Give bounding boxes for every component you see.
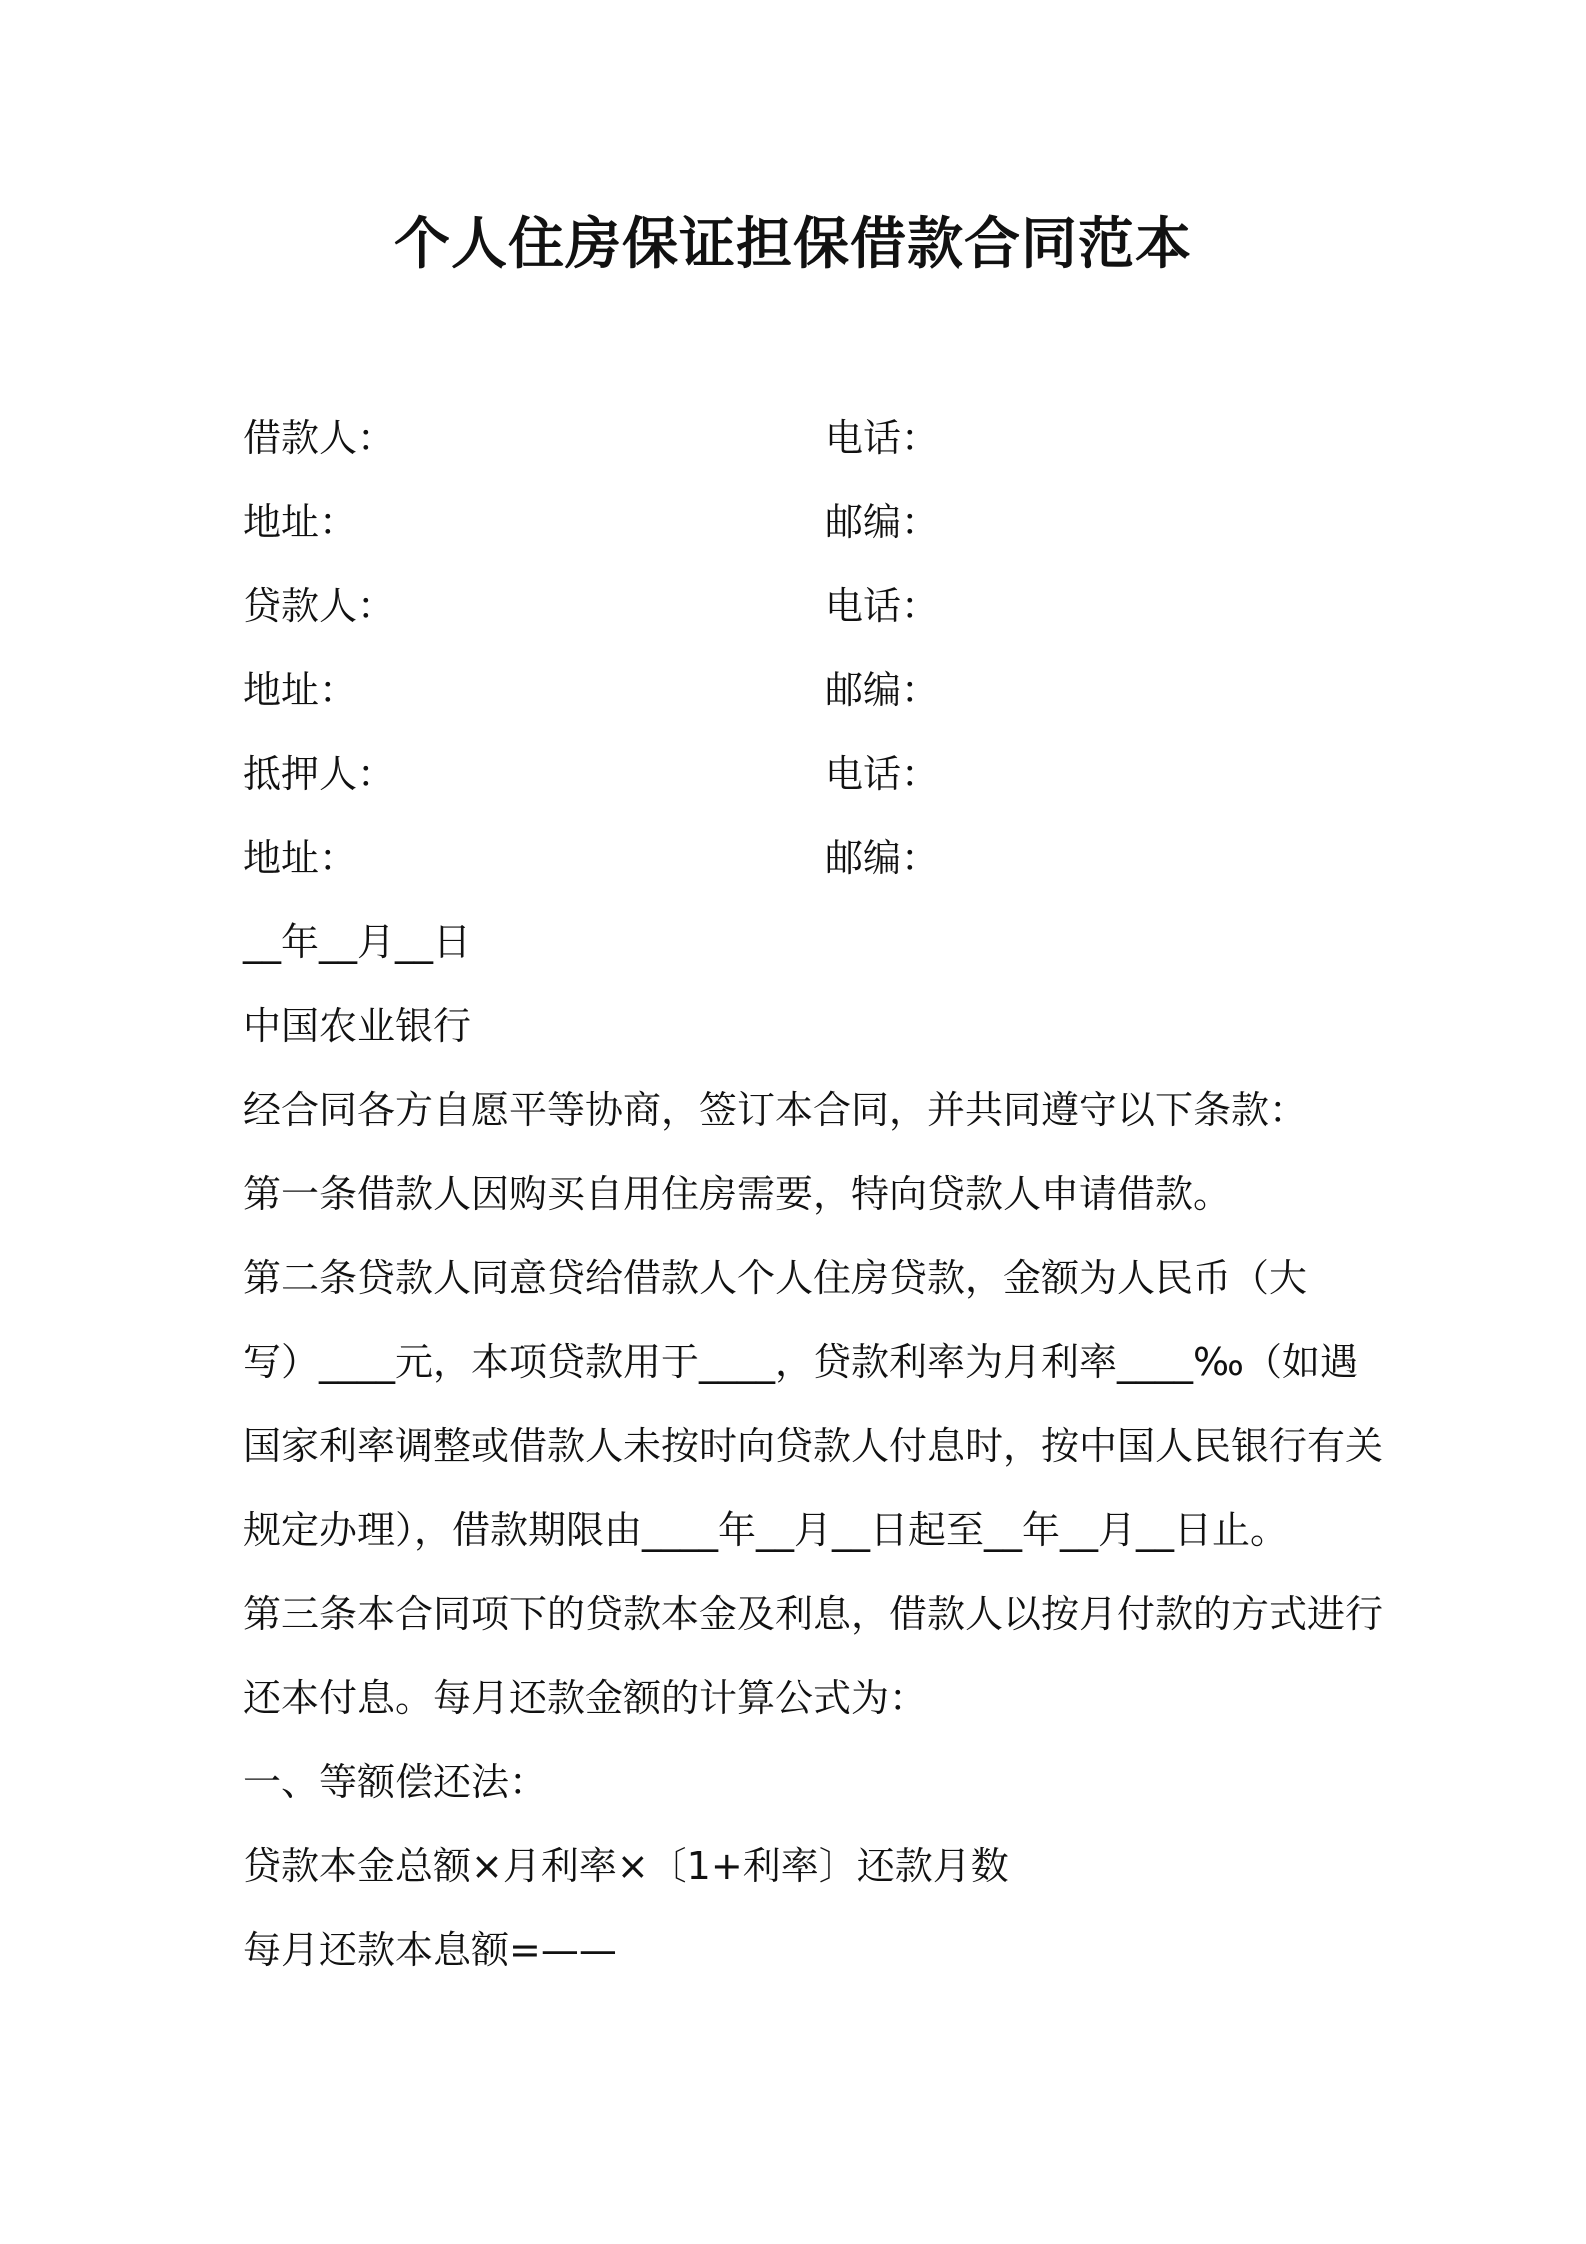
party-row-borrower — [243, 396, 1363, 480]
lender-address-label: 地址： — [243, 668, 358, 712]
party-info-table — [243, 396, 1363, 900]
party-row-mortgagor — [243, 732, 1363, 816]
lender-postcode-label: 邮编： — [825, 668, 940, 712]
article-1: 第一条借款人因购买自用住房需要，特向贷款人申请借款。 — [243, 1172, 1232, 1216]
article-2-line-3: 国家利率调整或借款人未按时向贷款人付息时，按中国人民银行有关 — [243, 1424, 1384, 1468]
party-row-lender-address — [243, 648, 1363, 732]
party-row-lender — [243, 564, 1363, 648]
borrower-postcode-label: 邮编： — [825, 500, 940, 544]
formula-result: 每月还款本息额=—— — [243, 1928, 617, 1972]
party-row-borrower-address — [243, 480, 1363, 564]
mortgagor-address-label: 地址： — [243, 836, 358, 880]
article-3-line-1: 第三条本合同项下的贷款本金及利息，借款人以按月付款的方式进行 — [243, 1592, 1384, 1636]
article-2-line-4: 规定办理），借款期限由____年__月__日起至__年__月__日止。 — [243, 1508, 1289, 1552]
borrower-label: 借款人： — [243, 416, 396, 460]
date-line: __年__月__日 — [243, 920, 472, 964]
contract-body — [243, 900, 1384, 1992]
borrower-address-label: 地址： — [243, 500, 358, 544]
formula-numerator: 贷款本金总额×月利率×〔1+利率〕还款月数 — [243, 1844, 1009, 1888]
lender-phone-label: 电话： — [825, 584, 940, 628]
preamble: 经合同各方自愿平等协商，签订本合同，并共同遵守以下条款： — [243, 1088, 1308, 1132]
mortgagor-label: 抵押人： — [243, 752, 396, 796]
borrower-phone-label: 电话： — [825, 416, 940, 460]
method-heading: 一、等额偿还法： — [243, 1760, 548, 1804]
document-title: 个人住房保证担保借款合同范本 — [394, 212, 1192, 277]
article-3-line-2: 还本付息。每月还款金额的计算公式为： — [243, 1676, 928, 1720]
article-2-line-2: 写）____元，本项贷款用于____，贷款利率为月利率____‰（如遇 — [243, 1340, 1358, 1384]
lender-label: 贷款人： — [243, 584, 396, 628]
bank-name: 中国农业银行 — [243, 1004, 472, 1048]
article-2-line-1: 第二条贷款人同意贷给借款人个人住房贷款，金额为人民币（大 — [243, 1256, 1308, 1300]
mortgagor-postcode-label: 邮编： — [825, 836, 940, 880]
mortgagor-phone-label: 电话： — [825, 752, 940, 796]
party-row-mortgagor-address — [243, 816, 1363, 900]
